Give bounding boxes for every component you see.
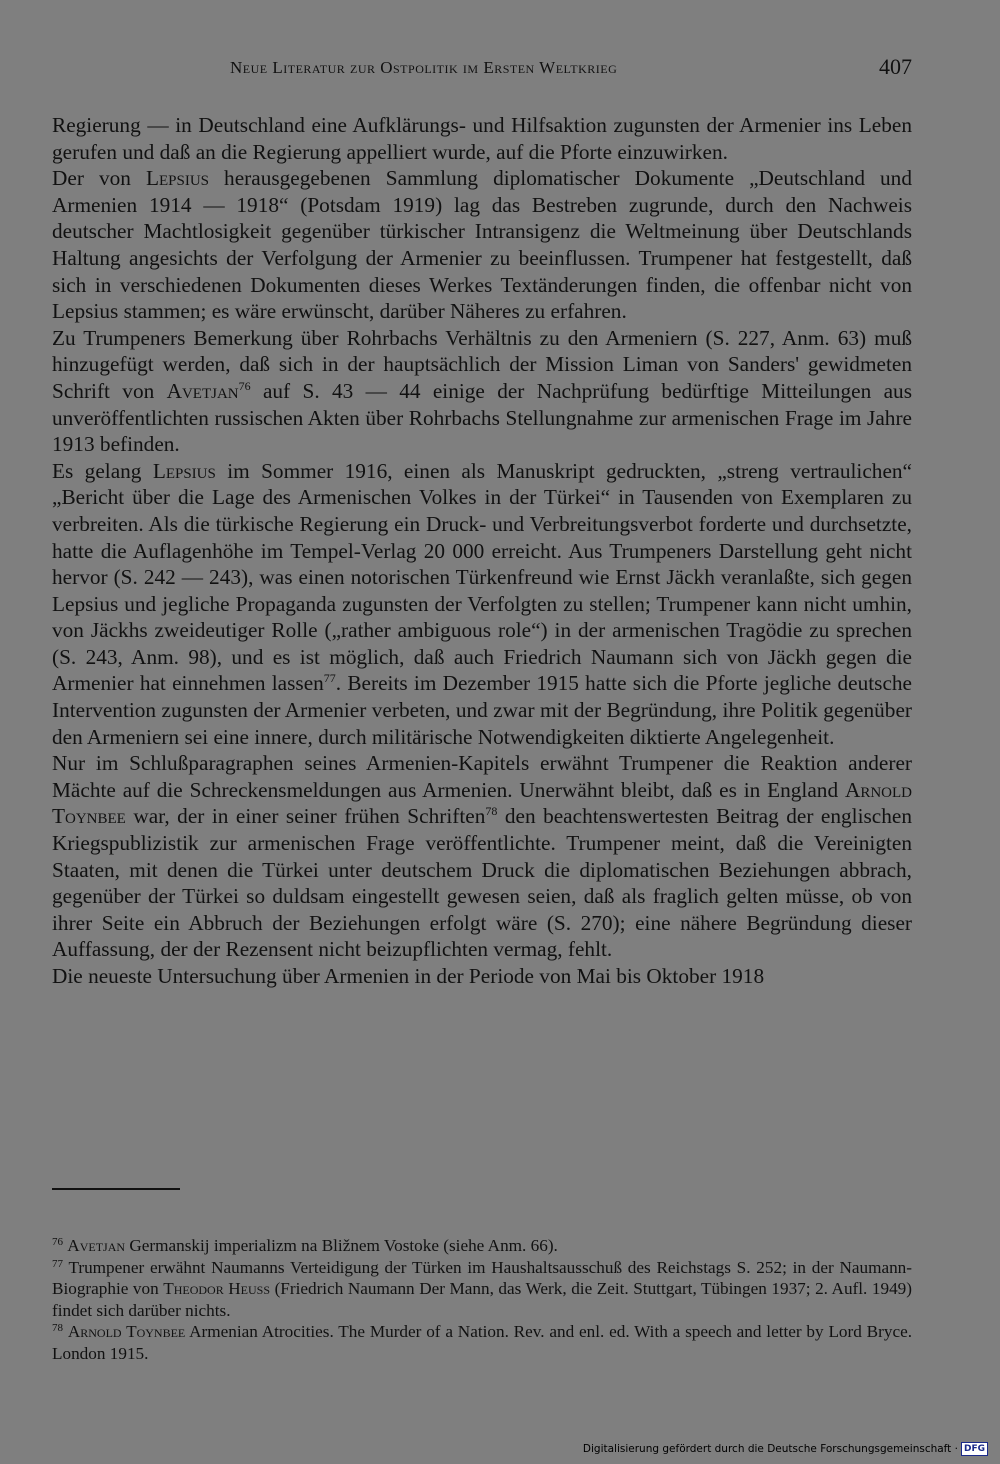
footnote-77: $^{77}$ Trumpener erwähnt Naumanns Verteidigung der Türken im Haushaltsausschuß des Reichstags S. 252; in der Naumann-Biographie von Theodor Heuss (Friedrich Naumann Der Mann, das Werk, die Zeit. Stuttgart, Tübingen 1937; 2. Aufl. 1949) findet sich darüber nichts. [52, 1257, 912, 1320]
footnote-76: $^{76}$ Avetjan Germanskij imperializm na Bližnem Vostoke (siehe Anm. 66). [52, 1236, 558, 1255]
author-name: Avetjan [166, 378, 239, 403]
paragraph-1: Regierung — in Deutschland eine Aufklärungs- und Hilfsaktion zugunsten der Armenier ins Leben gerufen und daß an die Regierung appelliert wurde, auf die Pforte einzuwirken. [52, 113, 912, 164]
footnote-78: $^{78}$ Arnold Toynbee Armenian Atrocities. The Murder of a Nation. Rev. and enl. ed. With a speech and letter by Lord Bryce. London 1915. [52, 1322, 913, 1363]
paragraph-6: Die neueste Untersuchung über Armenien in der Periode von Mai bis Oktober 1918 [52, 964, 765, 988]
footnote-ref: 77 [323, 671, 336, 686]
digitization-credit [583, 1441, 988, 1457]
author-name: Arnold Toynbee [67, 1322, 186, 1341]
author-name: Theodor Heuss [163, 1279, 271, 1298]
footnote-divider [52, 1188, 180, 1190]
body-text [52, 112, 912, 990]
page-number: 407 [879, 54, 912, 79]
author-name: Avetjan [67, 1236, 126, 1255]
author-name: Lepsius [152, 458, 216, 483]
page-header [52, 54, 912, 84]
footnotes [52, 1235, 912, 1364]
footnote-mark: 78 [52, 1322, 63, 1334]
credit-text: Digitalisierung gefördert durch die Deutsche Forschungsgemeinschaft · [582, 1443, 958, 1455]
footnote-ref: 78 [485, 804, 498, 819]
dfg-logo-icon: DFG [961, 1442, 988, 1456]
running-title: Neue Literatur zur Ostpolitik im Ersten Weltkrieg [230, 58, 618, 77]
author-name: Lepsius [145, 166, 209, 191]
author-name: Arnold Toynbee [52, 777, 912, 829]
paragraph-5: Nur im Schlußparagraphen seines Armenien-Kapitels erwähnt Trumpener die Reaktion anderer Mächte auf die Schreckensmeldungen aus Armenien. Unerwähnt bleibt, daß es in England Arnold Toynbee war, der in einer seiner frühen Schriften$^{78}$ den beachtenswertesten Beitrag der englischen Kriegspublizistik zur armenischen Frage veröffentlichte. Trumpener meint, daß die Vereinigten Staaten, mit denen die Türkei unter deutschem Druck die diplomatischen Beziehungen abbrach, gegenüber der Türkei so duldsam eingestellt gewesen seien, daß als fraglich gelten müsse, ob von ihrer Seite ein Abbruch der Beziehungen erfolgt wäre (S. 270); eine nähere Begründung dieser Auffassung, der der Rezensent nicht beizupflichten vermag, fehlt. [52, 751, 912, 962]
footnote-mark: 76 [52, 1236, 63, 1248]
footnote-mark: 77 [52, 1257, 63, 1270]
paragraph-2: Der von Lepsius herausgegebenen Sammlung diplomatischer Dokumente „Deutschland und Armenien 1914 — 1918“ (Potsdam 1919) lag das Bestreben zugrunde, durch den Nachweis deutscher Machtlosigkeit gegenüber türkischer Intransigenz die Weltmeinung über Deutschlands Haltung angesichts der Verfolgung der Armenier zu beeinflussen. Trumpener hat festgestellt, daß sich in verschiedenen Dokumenten dieses Werkes Textänderungen finden, die offenbar nicht von Lepsius stammen; es wäre erwünscht, darüber Näheres zu erfahren. [52, 166, 912, 324]
paragraph-4: Es gelang Lepsius im Sommer 1916, einen als Manuskript gedruckten, „streng vertraulichen“ „Bericht über die Lage des Armenischen Volkes in der Türkei“ in Tausenden von Exemplaren zu verbreiten. Als die türkische Regierung ein Druck- und Verbreitungsverbot forderte und durchsetzte, hatte die Auflagenhöhe im Tempel-Verlag 20 000 erreicht. Aus Trumpeners Darstellung geht nicht hervor (S. 242 — 243), was einen notorischen Türkenfreund wie Ernst Jäckh veranlaßte, sich gegen Lepsius und jegliche Propaganda zugunsten der Verfolgten zu stellen; Trumpener kann nicht umhin, von Jäckhs zweideutiger Rolle („rather ambiguous role“) in der armenischen Tragödie zu sprechen (S. 243, Anm. 98), und es ist möglich, daß auch Friedrich Naumann sich von Jäckh gegen die Armenier hat einnehmen lassen$^{77}$. Bereits im Dezember 1915 hatte sich die Pforte jegliche deutsche Intervention zugunsten der Armenier verbeten, und zwar mit der Begründung, ihre Politik gegenüber den Armeniern sei eine innere, durch militärische Notwendigkeiten diktierte Angelegenheit. [52, 458, 913, 749]
paragraph-3: Zu Trumpeners Bemerkung über Rohrbachs Verhältnis zu den Armeniern (S. 227, Anm. 63) muß hinzugefügt werden, daß sich in der hauptsächlich der Mission Liman von Sanders' gewidmeten Schrift von Avetjan$^{76}$ auf S. 43 — 44 einige der Nachprüfung bedürftige Mitteilungen aus unveröffentlichten russischen Akten über Rohrbachs Stellungnahme zur armenischen Frage im Jahre 1913 befinden. [52, 325, 912, 457]
footnote-ref: 76 [238, 378, 251, 393]
